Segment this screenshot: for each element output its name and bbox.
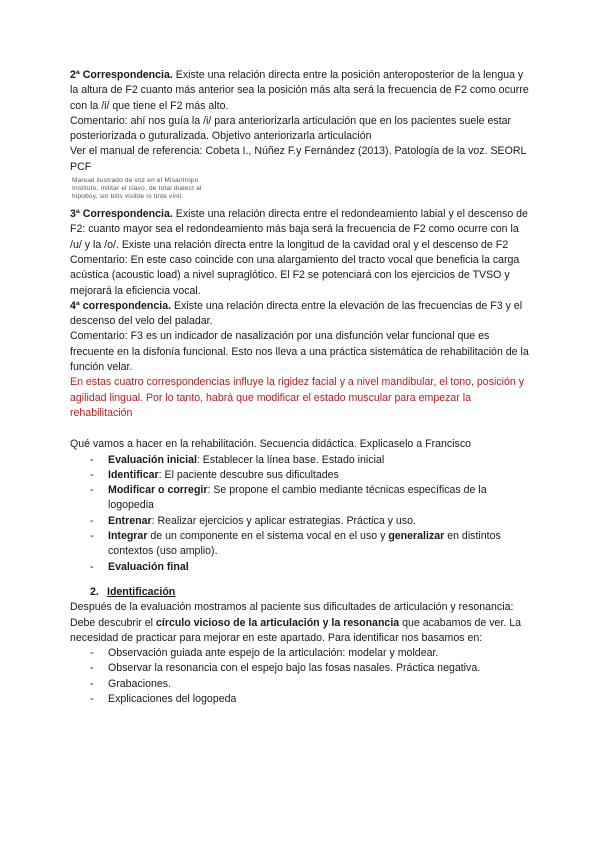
step-term: Integrar [108, 530, 148, 543]
section-title: Identificación [107, 585, 176, 598]
section-number: 2. [90, 585, 99, 598]
spacer [70, 421, 530, 437]
step-term: generalizar [388, 530, 445, 543]
list-item [70, 468, 530, 483]
correspondence-2-title: 2ª Correspondencia. [70, 69, 173, 81]
red-note: En estas cuatro correspondencias influye la rigidez facial y a nivel mandibular, el tono, posición y agilidad lingual. Por lo tanto, habrá que modificar el estado muscular para empezar la rehabilitación [70, 376, 525, 419]
step-term: Entrenar [108, 514, 152, 527]
list-item: - Grabaciones. [70, 677, 530, 692]
list-item [70, 514, 530, 529]
reference-text: Ver el manual de referencia: Cobeta I., Núñez F.y Fernández (2013). Patología de la voz. SEORL PCF [70, 145, 526, 173]
correspondence-2-comment: Comentario: ahí nos guía la /i/ para anteriorizarla articulación que en los pacientes suele estar posteriorizada o guturalizada. Objetivo anteriorizarla articulación [70, 114, 512, 143]
step-term: Evaluación inicial [108, 453, 197, 466]
step-text: : El paciente descubre sus dificultades [158, 468, 339, 481]
section-text: que acabamos de ver. La necesidad de practicar para mejorar en este apartado. Para identificar nos basamos en: [70, 616, 522, 644]
correspondence-3-paragraph [70, 207, 530, 253]
correspondence-4-title: 4ª correspondencia. [70, 299, 172, 312]
rehab-intro: Qué vamos a hacer en la rehabilitación. Secuencia didáctica. Explicaselo a Francisco [70, 438, 472, 451]
section-text: Después de la evaluación mostramos al paciente sus dificultades de articulación y resonancia: Debe descubrir el [70, 601, 514, 629]
section-bold-text: círculo vicioso de la articulación y la resonancia [155, 616, 400, 629]
document-page [70, 68, 530, 707]
identification-list [70, 646, 530, 707]
step-text: en distintos contextos (uso amplio). [108, 530, 501, 558]
step-term: Evaluación final [108, 560, 189, 573]
reference-image-line: hipoboy, sin bills visible ni tinte vinil. [72, 193, 184, 201]
reference-image-line: Manual ilustrado de voz en el Misantropo [72, 177, 199, 185]
step-text: : Se propone el cambio mediante técnicas específicas de la logopedia [108, 484, 487, 512]
step-text: : Establecer la línea base. Estado inicial [196, 453, 385, 466]
list-item: - Observación guiada ante espejo de la articulación: modelar y moldear. [70, 646, 530, 661]
rehab-steps-list [70, 453, 530, 575]
correspondence-3-comment: Comentario: En este caso coincide con una alargamiento del tracto vocal que beneficia la carga acústica (acoustic load) a nivel supraglótico. El F2 se potenciará con los ejercicios de TVSO y mejorará la eficiencia vocal. [70, 253, 520, 297]
section-heading [90, 585, 530, 600]
list-item [70, 560, 530, 575]
reference-image [72, 177, 530, 201]
correspondence-2-text: Existe una relación directa entre la posición anteroposterior de la lengua y la altura de F2 cuanto más anterior sea la posición más alta será la frecuencia de F2 como ocurre con la /i/ que tiene el F2 más alto. [70, 69, 529, 112]
correspondence-3-text: Existe una relación directa entre el redondeamiento labial y el descenso de F2: cuanto mayor sea el redondeamiento más baja será la frecuencia de F2 como ocurre con la /u/ y la /o/. Existe una relación directa entre la longitud de la cavidad oral y el descenso de F2 [70, 208, 528, 251]
list-item: - Explicaciones del logopeda [70, 692, 530, 707]
list-item [70, 529, 530, 560]
correspondence-4-paragraph [70, 299, 530, 330]
correspondence-4-comment: Comentario: F3 es un indicador de nasalización por una disfunción velar funcional que es frecuente en la disfonía funcional. Esto nos lleva a una práctica sistemática de rehabilitación de la función velar. [70, 330, 529, 374]
reference-image-line: Instituto, militar el clavo, de total dialect al [72, 185, 202, 193]
list-item [70, 483, 530, 514]
list-item [70, 453, 530, 468]
step-text: : Realizar ejercicios y aplicar estrategias. Práctica y uso. [151, 514, 416, 527]
step-term: Identificar [108, 468, 159, 481]
step-term: Modificar o corregir [108, 484, 208, 497]
section-paragraph [70, 600, 530, 646]
correspondence-4-text: Existe una relación directa entre la elevación de las frecuencias de F3 y el descenso del velo del paladar. [70, 299, 523, 328]
step-text: de un componente en el sistema vocal en el uso y [147, 530, 389, 543]
correspondence-2-paragraph [70, 68, 530, 114]
list-item: - Observar la resonancia con el espejo bajo las fosas nasales. Práctica negativa. [70, 661, 530, 676]
correspondence-3-title: 3ª Correspondencia. [70, 208, 173, 221]
